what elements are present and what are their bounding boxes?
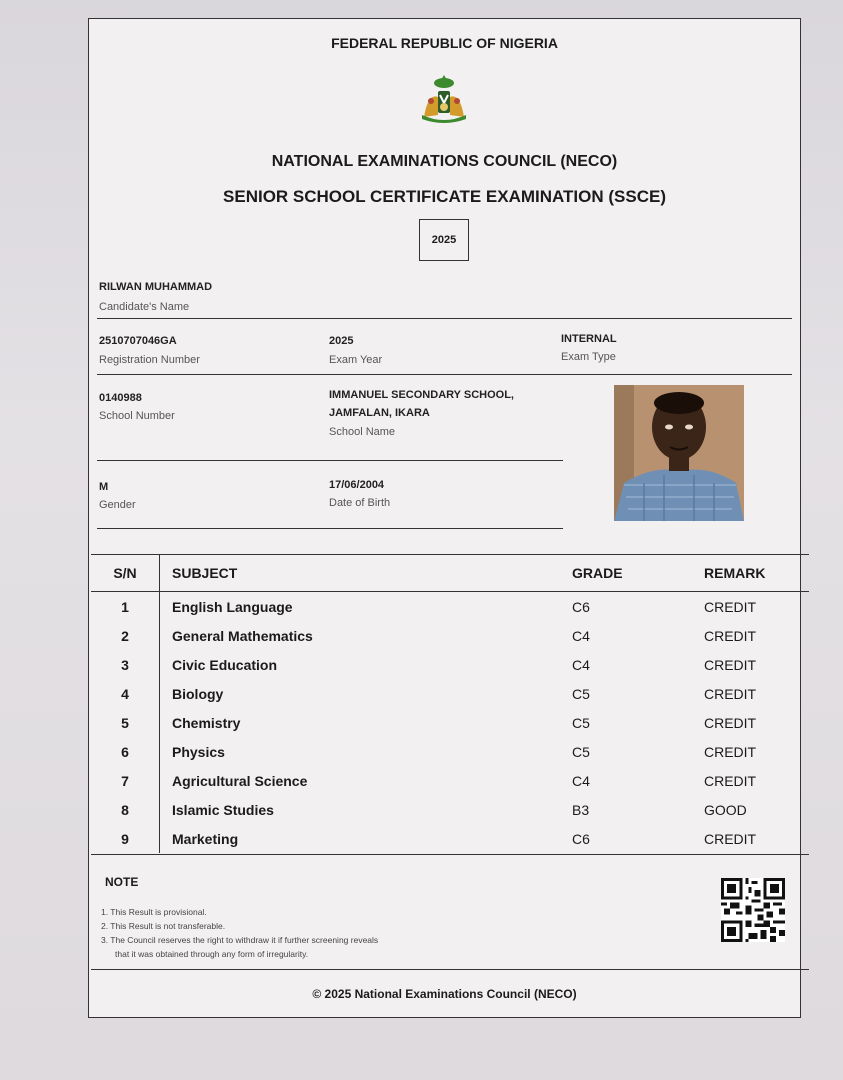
- table-row: [91, 824, 809, 853]
- row-subject: English Language: [172, 598, 293, 615]
- row-sn: 5: [91, 708, 160, 737]
- row-sn: 4: [91, 679, 160, 708]
- coat-of-arms-icon: [414, 71, 474, 123]
- row-sn: 8: [91, 795, 160, 824]
- candidate-name-label: Candidate's Name: [99, 301, 190, 313]
- row-sn: 1: [91, 592, 160, 622]
- row-remark: CREDIT: [704, 714, 757, 731]
- candidate-name: RILWAN MUHAMMAD: [99, 281, 213, 293]
- row-subject: Chemistry: [172, 714, 241, 731]
- row-grade: C4: [572, 656, 590, 673]
- note-title: NOTE: [105, 875, 139, 889]
- row-remark: CREDIT: [704, 685, 757, 702]
- school-name-line2: JAMFALAN, IKARA: [329, 407, 430, 419]
- school-number-label: School Number: [99, 410, 175, 422]
- row-subject: Islamic Studies: [172, 801, 274, 818]
- table-row: [91, 592, 809, 622]
- footer-copyright: © 2025 National Examinations Council (NECO): [312, 987, 577, 1001]
- table-row: [91, 621, 809, 650]
- row-remark: CREDIT: [704, 627, 757, 644]
- qr-code-icon: [721, 877, 785, 943]
- exam-year-label: Exam Year: [329, 354, 383, 366]
- row-grade: B3: [572, 801, 590, 818]
- row-grade: C6: [572, 598, 590, 615]
- gender-label: Gender: [99, 499, 136, 511]
- row-grade: C6: [572, 830, 590, 847]
- row-sn: 9: [91, 824, 160, 853]
- divider: [97, 460, 563, 461]
- table-row: [91, 650, 809, 679]
- exam-type: INTERNAL: [561, 333, 617, 345]
- table-row: [91, 679, 809, 708]
- row-grade: C5: [572, 743, 590, 760]
- row-remark: GOOD: [704, 801, 747, 818]
- country-heading: FEDERAL REPUBLIC OF NIGERIA: [331, 35, 558, 51]
- school-name-line1: IMMANUEL SECONDARY SCHOOL,: [329, 389, 514, 401]
- row-remark: CREDIT: [704, 830, 757, 847]
- results-table: [91, 554, 809, 853]
- council-heading: NATIONAL EXAMINATIONS COUNCIL (NECO): [271, 153, 618, 170]
- school-name-label: School Name: [329, 426, 396, 438]
- note-item: 3. The Council reserves the right to withdraw it if further screening reveals: [101, 935, 379, 945]
- row-subject: Biology: [172, 685, 224, 702]
- exam-year: 2025: [329, 335, 354, 347]
- exam-heading: SENIOR SCHOOL CERTIFICATE EXAMINATION (SSCE): [223, 187, 666, 206]
- divider: [97, 318, 792, 319]
- row-sn: 2: [91, 621, 160, 650]
- gender: M: [99, 481, 109, 493]
- row-subject: Civic Education: [172, 656, 278, 673]
- header-remark: REMARK: [704, 565, 766, 581]
- row-subject: General Mathematics: [172, 627, 313, 644]
- row-grade: C4: [572, 627, 590, 644]
- row-grade: C5: [572, 714, 590, 731]
- note-item: 2. This Result is not transferable.: [101, 921, 226, 931]
- candidate-photo: [614, 385, 744, 521]
- row-sn: 7: [91, 766, 160, 795]
- exam-type-label: Exam Type: [561, 351, 616, 363]
- row-grade: C4: [572, 772, 590, 789]
- year-box: 2025: [419, 219, 469, 261]
- header-subject: SUBJECT: [172, 565, 238, 581]
- result-sheet: [88, 18, 801, 1018]
- row-grade: C5: [572, 685, 590, 702]
- divider: [97, 374, 792, 375]
- header-grade: GRADE: [572, 565, 623, 581]
- row-remark: CREDIT: [704, 598, 757, 615]
- row-subject: Physics: [172, 743, 225, 760]
- row-subject: Marketing: [172, 830, 239, 847]
- row-remark: CREDIT: [704, 743, 757, 760]
- row-remark: CREDIT: [704, 656, 757, 673]
- registration-number: 2510707046GA: [99, 335, 177, 347]
- note-list: [101, 905, 481, 961]
- date-of-birth: 17/06/2004: [329, 479, 385, 491]
- table-row: [91, 766, 809, 795]
- table-row: [91, 795, 809, 824]
- row-sn: 6: [91, 737, 160, 766]
- note-item: that it was obtained through any form of irregularity.: [115, 949, 309, 959]
- school-number: 0140988: [99, 392, 142, 404]
- row-sn: 3: [91, 650, 160, 679]
- table-header-row: [91, 555, 809, 592]
- header-sn: S/N: [91, 555, 160, 592]
- registration-label: Registration Number: [99, 354, 200, 366]
- note-item: 1. This Result is provisional.: [101, 907, 207, 917]
- note-section: [91, 854, 809, 970]
- divider: [97, 528, 563, 529]
- dob-label: Date of Birth: [329, 497, 391, 509]
- row-remark: CREDIT: [704, 772, 757, 789]
- table-row: [91, 708, 809, 737]
- row-subject: Agricultural Science: [172, 772, 308, 789]
- table-row: [91, 737, 809, 766]
